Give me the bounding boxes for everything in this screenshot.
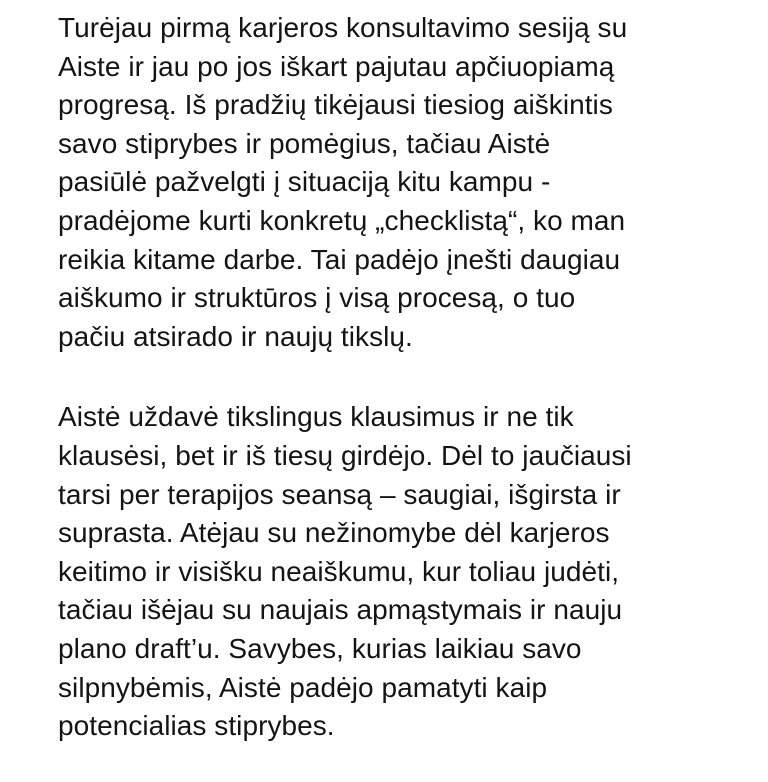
text-line: tarsi per terapijos seansą – saugiai, išgirsta ir	[58, 478, 621, 510]
text-line: aiškumo ir struktūros į visą procesą, o tuo	[58, 282, 576, 314]
text-line: pradėjome kurti konkretų „checklistą“, ko man	[58, 204, 626, 236]
testimonial-text	[58, 9, 758, 746]
text-line: plano draft’u. Savybes, kurias laikiau savo	[58, 632, 582, 664]
text-line: klausėsi, bet ir iš tiesų girdėjo. Dėl to jaučiausi	[58, 439, 632, 471]
text-line: reikia kitame darbe. Tai padėjo įnešti daugiau	[58, 243, 621, 275]
text-line: Turėjau pirmą karjeros konsultavimo sesiją su	[58, 12, 628, 43]
text-line: tačiau išėjau su naujais apmąstymais ir nauju	[58, 594, 623, 626]
text-line: Aiste ir jau po jos iškart pajutau apčiuopiamą	[58, 50, 615, 82]
text-line: Aistė uždavė tikslingus klausimus ir ne tik	[58, 401, 574, 433]
paragraph-spacer	[58, 356, 758, 398]
text-line: keitimo ir visišku neaiškumu, kur toliau judėti,	[58, 555, 620, 587]
text-line: pačiu atsirado ir naujų tikslų.	[58, 320, 413, 352]
text-line: suprasta. Atėjau su nežinomybe dėl karjeros	[58, 517, 610, 549]
text-line: silpnybėmis, Aistė padėjo pamatyti kaip	[58, 671, 548, 703]
paragraph-2	[58, 398, 758, 745]
paragraph-1	[58, 9, 758, 356]
text-line: pasiūlė pažvelgti į situaciją kitu kampu -	[58, 166, 551, 198]
text-line: potencialias stiprybes.	[58, 710, 335, 742]
text-line: savo stiprybes ir pomėgius, tačiau Aistė	[58, 127, 551, 159]
text-line: progresą. Iš pradžių tikėjausi tiesiog aiškintis	[58, 89, 613, 121]
